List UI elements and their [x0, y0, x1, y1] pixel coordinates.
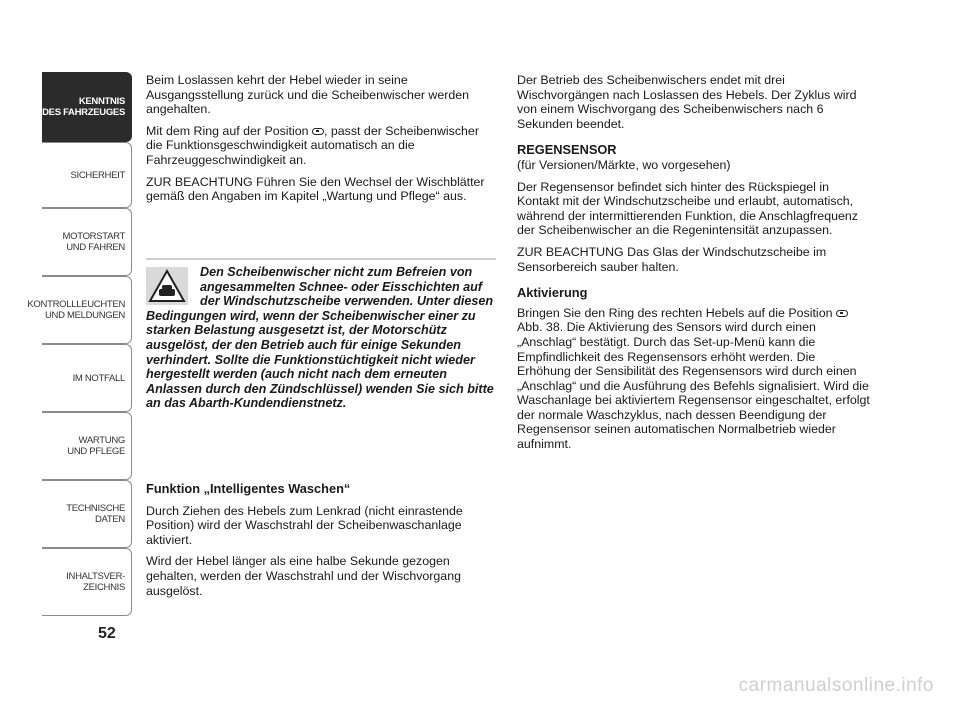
left-column-lower [146, 482, 498, 605]
left-column [146, 73, 498, 211]
warning-box [146, 265, 496, 411]
paragraph: Der Regensensor befindet sich hinter des Rückspiegel in Kontakt mit der Windschutzscheibe und erlaubt, automatisch, während der intermittierenden Funktion, die Anschlagfrequenz der Scheibenwischer an die Regenintensität anzupassen. [517, 179, 858, 238]
paragraph: Durch Ziehen des Hebels zum Lenkrad (nicht einrastende Position) wird der Waschstrahl der Scheibenwaschanlage aktiviert. [146, 503, 463, 547]
tab-kenntnis[interactable] [42, 72, 132, 142]
tab-wartung[interactable] [42, 412, 132, 480]
tab-inhaltsverzeichnis[interactable] [42, 548, 132, 616]
tab-label: IM NOTFALL [72, 372, 125, 384]
tab-im-notfall[interactable] [42, 344, 132, 412]
paragraph [517, 306, 872, 452]
section-heading: REGENSENSOR [517, 142, 617, 158]
tab-technische-daten[interactable] [42, 480, 132, 548]
wiper-ring-icon [312, 128, 324, 135]
section-title: Funktion „Intelligentes Waschen“ [146, 481, 351, 496]
tab-label: WARTUNG UND PFLEGE [67, 435, 125, 457]
section-heading: Aktivierung [517, 285, 588, 301]
watermark: carmanualsonline.info [738, 675, 934, 696]
warning-text: Den Scheibenwischer nicht zum Befreien von angesammelten Schnee- oder Eisschichten auf der Windschutzscheibe verwenden. Unter diesen Bedingungen wird, wenn der Scheibenwischer einer zu starken Belastung ausgesetzt ist, der Motorschütz ausgelöst, der den Betrieb auch für einige Sekunden verhindert. Sollte die Funktionstüchtigkeit nicht wieder hergestellt werden (auch nicht nach dem erneuten Anlassen durch den Zündschlüssel) wenden Sie sich bitte an das Abarth-Kundendienstnetz. [146, 265, 494, 411]
text: Bringen Sie den Ring des rechten Hebels auf die Position [517, 305, 833, 320]
tab-sicherheit[interactable] [42, 142, 132, 208]
warning-triangle-icon [146, 267, 188, 305]
paragraph: ZUR BEACHTUNG Das Glas der Windschutzscheibe im Sensorbereich sauber halten. [517, 244, 827, 274]
tab-label: TECHNISCHE DATEN [66, 503, 125, 525]
tab-label: KONTROLLLEUCHTEN UND MELDUNGEN [27, 299, 125, 321]
tab-label: MOTORSTART UND FAHREN [62, 231, 125, 253]
wiper-ring-icon [836, 310, 848, 317]
right-column [517, 73, 872, 459]
page-number: 52 [98, 625, 116, 642]
paragraph: ZUR BEACHTUNG Führen Sie den Wechsel der Wischblätter gemäß den Angaben im Kapitel „Wartung und Pflege“ aus. [146, 174, 485, 204]
paragraph [146, 124, 498, 168]
paragraph: Der Betrieb des Scheibenwischers endet mit drei Wischvorgängen nach Loslassen des Hebels. Der Zyklus wird von einem Wischvorgang des Scheibenwischers nach 6 Sekunden beendet. [517, 73, 857, 131]
text: Mit dem Ring auf der Position [146, 123, 309, 138]
tab-motorstart[interactable] [42, 208, 132, 276]
tab-label: INHALTSVER- ZEICHNIS [66, 571, 125, 593]
text: , passt der Scheibenwischer die Funktionsgeschwindigkeit automatisch an die Fahrzeuggeschwindigkeit an. [146, 123, 479, 167]
subheading: (für Versionen/Märkte, wo vorgesehen) [517, 157, 731, 172]
paragraph: Beim Loslassen kehrt der Hebel wieder in seine Ausgangsstellung zurück und die Scheibenwischer werden angehalten. [146, 73, 470, 117]
tab-label: KENNTNIS DES FAHRZEUGES [42, 96, 125, 118]
divider [146, 258, 496, 260]
tab-label: SICHERHEIT [70, 169, 125, 181]
tab-kontrollleuchten[interactable] [27, 276, 132, 344]
paragraph: Wird der Hebel länger als eine halbe Sekunde gezogen gehalten, werden der Waschstrahl und der Wischvorgang ausgelöst. [146, 554, 461, 598]
text: Abb. 38. Die Aktivierung des Sensors wird durch einen „Anschlag“ bestätigt. Durch das Set-up-Menü kann die Empfindlichkeit des Regensensors erhöht werden. Die Erhöhung der Sensibilität des Regensensors wird durch einen „Anschlag“ und die Ausführung des Befehls signalisiert. Wird die Waschanlage bei aktiviertem Regensensor eingeschaltet, erfolgt der normale Waschzyklus, nach dessen Beendigung der Regensensor seinen automatischen Normalbetrieb wieder aufnimmt. [517, 320, 870, 452]
